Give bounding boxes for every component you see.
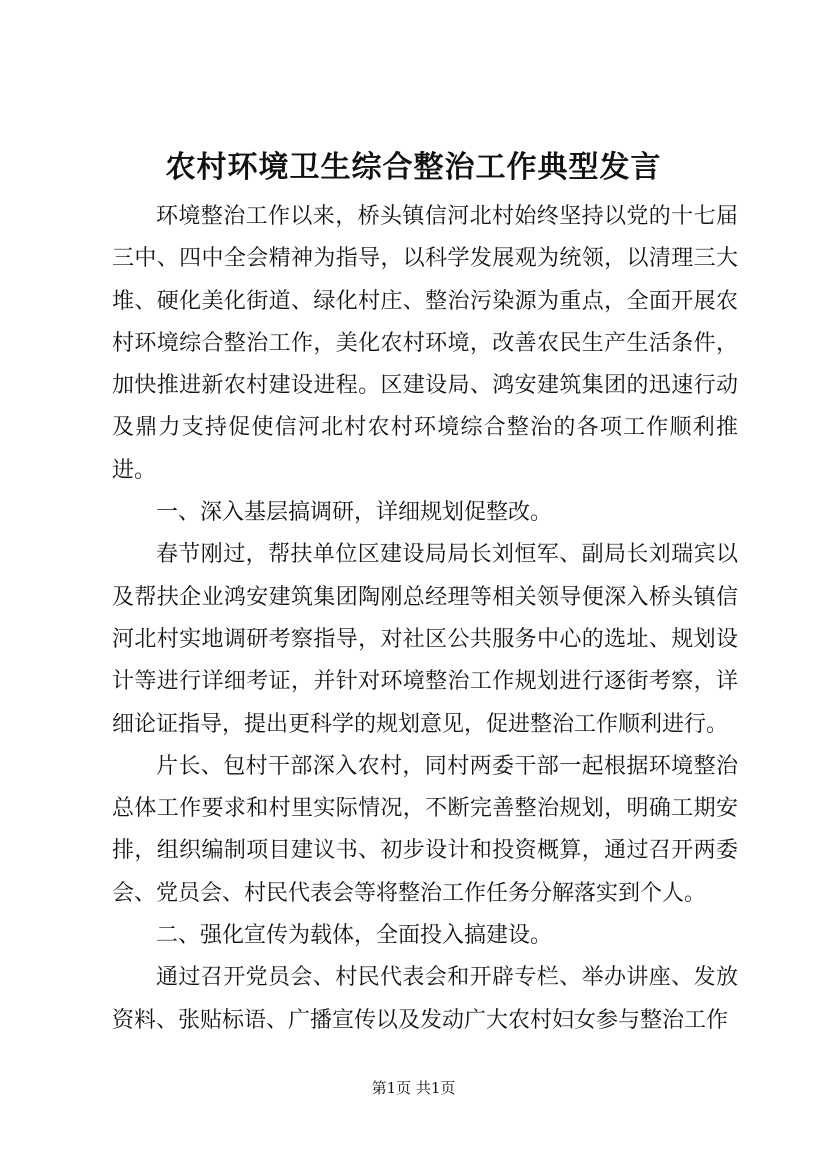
section-heading: 二、强化宣传为载体，全面投入搞建设。 bbox=[156, 923, 553, 949]
document-body bbox=[112, 196, 738, 1042]
paragraph: 通过召开党员会、村民代表会和开辟专栏、举办讲座、发放资料、张贴标语、广播宣传以及发动广大农村妇女参与整治工作 bbox=[112, 965, 738, 1033]
paragraph: 春节刚过，帮扶单位区建设局局长刘恒军、副局长刘瑞宾以及帮扶企业鸿安建筑集团陶刚总经理等相关领导便深入桥头镇信河北村实地调研考察指导，对社区公共服务中心的选址、规划设计等进行详细考证，并针对环境整治工作规划进行逐街考察，详细论证指导，提出更科学的规划意见，促进整治工作顺利进行。 bbox=[112, 542, 738, 737]
paragraph: 片长、包村干部深入农村，同村两委干部一起根据环境整治总体工作要求和村里实际情况，不断完善整治规划，明确工期安排，组织编制项目建议书、初步设计和投资概算，通过召开两委会、党员会、村民代表会等将整治工作任务分解落实到个人。 bbox=[112, 753, 738, 906]
page-number-footer: 第1页 共1页 bbox=[371, 1079, 456, 1097]
section-heading: 一、深入基层搞调研，详细规划促整改。 bbox=[156, 500, 553, 526]
document-title: 农村环境卫生综合整治工作典型发言 bbox=[165, 150, 662, 185]
paragraph: 环境整治工作以来，桥头镇信河北村始终坚持以党的十七届三中、四中全会精神为指导，以科学发展观为统领，以清理三大堆、硬化美化街道、绿化村庄、整治污染源为重点，全面开展农村环境综合整治工作，美化农村环境，改善农民生产生活条件，加快推进新农村建设进程。区建设局、鸿安建筑集团的迅速行动及鼎力支持促使信河北村农村环境综合整治的各项工作顺利推进。 bbox=[112, 204, 738, 483]
